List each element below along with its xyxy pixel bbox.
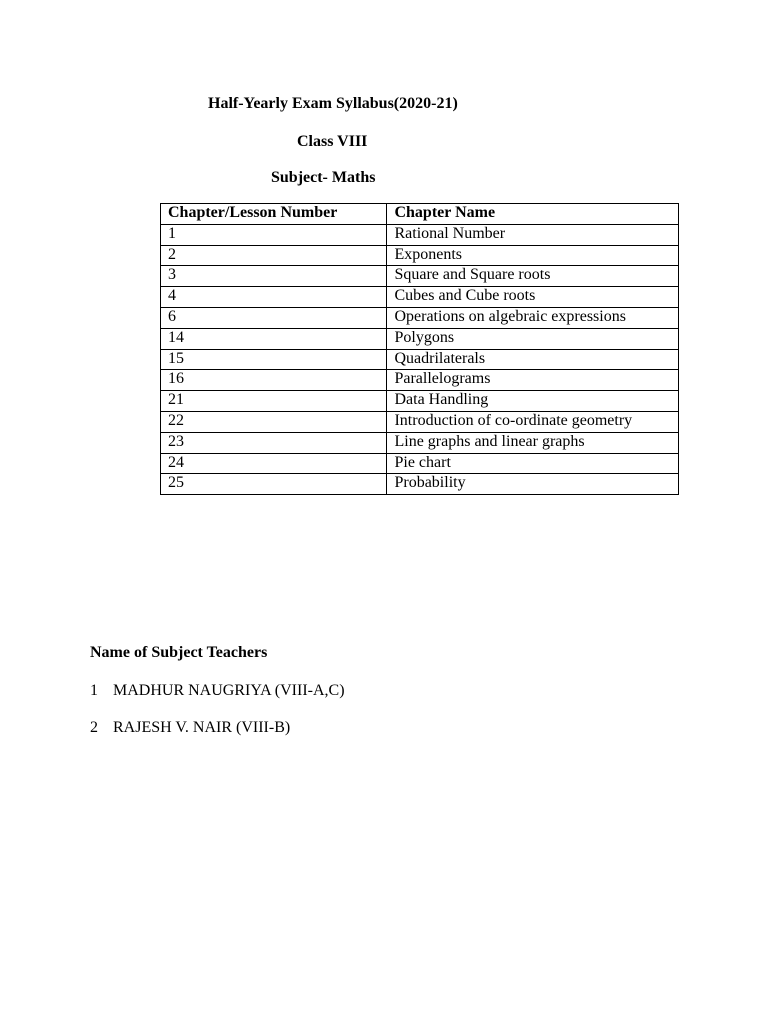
teacher-name: MADHUR NAUGRIYA (VIII-A,C)	[113, 682, 345, 699]
chapter-number-cell: 16	[161, 370, 387, 391]
table-header-row	[161, 204, 679, 225]
chapter-number-cell: 24	[161, 453, 387, 474]
table-row	[161, 453, 679, 474]
chapter-name-cell: Pie chart	[387, 453, 679, 474]
table-row	[161, 266, 679, 287]
chapter-name-cell: Cubes and Cube roots	[387, 287, 679, 308]
chapter-number-cell: 25	[161, 474, 387, 495]
chapter-name-cell: Rational Number	[387, 224, 679, 245]
chapter-number-cell: 4	[161, 287, 387, 308]
column-header-chapter-number: Chapter/Lesson Number	[161, 204, 387, 225]
chapter-name-cell: Probability	[387, 474, 679, 495]
document-title: Half-Yearly Exam Syllabus(2020-21)	[208, 95, 458, 112]
chapter-number-cell: 22	[161, 411, 387, 432]
teacher-list-item	[90, 719, 290, 737]
chapter-number-cell: 23	[161, 432, 387, 453]
subject-label: Subject- Maths	[271, 169, 376, 186]
chapter-number-cell: 21	[161, 391, 387, 412]
chapter-name-cell: Operations on algebraic expressions	[387, 307, 679, 328]
table-row	[161, 307, 679, 328]
teacher-list-item	[90, 682, 345, 700]
chapter-name-cell: Quadrilaterals	[387, 349, 679, 370]
table-row	[161, 328, 679, 349]
table-row	[161, 224, 679, 245]
chapter-number-cell: 1	[161, 224, 387, 245]
table-row	[161, 474, 679, 495]
table-row	[161, 391, 679, 412]
chapter-number-cell: 15	[161, 349, 387, 370]
teachers-heading: Name of Subject Teachers	[90, 644, 268, 661]
syllabus-table	[160, 203, 679, 495]
chapter-number-cell: 6	[161, 307, 387, 328]
teacher-name: RAJESH V. NAIR (VIII-B)	[113, 719, 291, 736]
chapter-name-cell: Parallelograms	[387, 370, 679, 391]
table-row	[161, 432, 679, 453]
chapter-number-cell: 3	[161, 266, 387, 287]
chapter-name-cell: Polygons	[387, 328, 679, 349]
table-row	[161, 370, 679, 391]
chapter-number-cell: 14	[161, 328, 387, 349]
table-row	[161, 411, 679, 432]
chapter-name-cell: Square and Square roots	[387, 266, 679, 287]
table-row	[161, 287, 679, 308]
chapter-name-cell: Data Handling	[387, 391, 679, 412]
chapter-name-cell: Line graphs and linear graphs	[387, 432, 679, 453]
table-row	[161, 349, 679, 370]
class-label: Class VIII	[297, 133, 368, 150]
chapter-name-cell: Introduction of co-ordinate geometry	[387, 411, 679, 432]
chapter-name-cell: Exponents	[387, 245, 679, 266]
teacher-number: 2	[90, 719, 98, 736]
table-row	[161, 245, 679, 266]
chapter-number-cell: 2	[161, 245, 387, 266]
column-header-chapter-name: Chapter Name	[387, 204, 679, 225]
teacher-number: 1	[90, 682, 98, 699]
